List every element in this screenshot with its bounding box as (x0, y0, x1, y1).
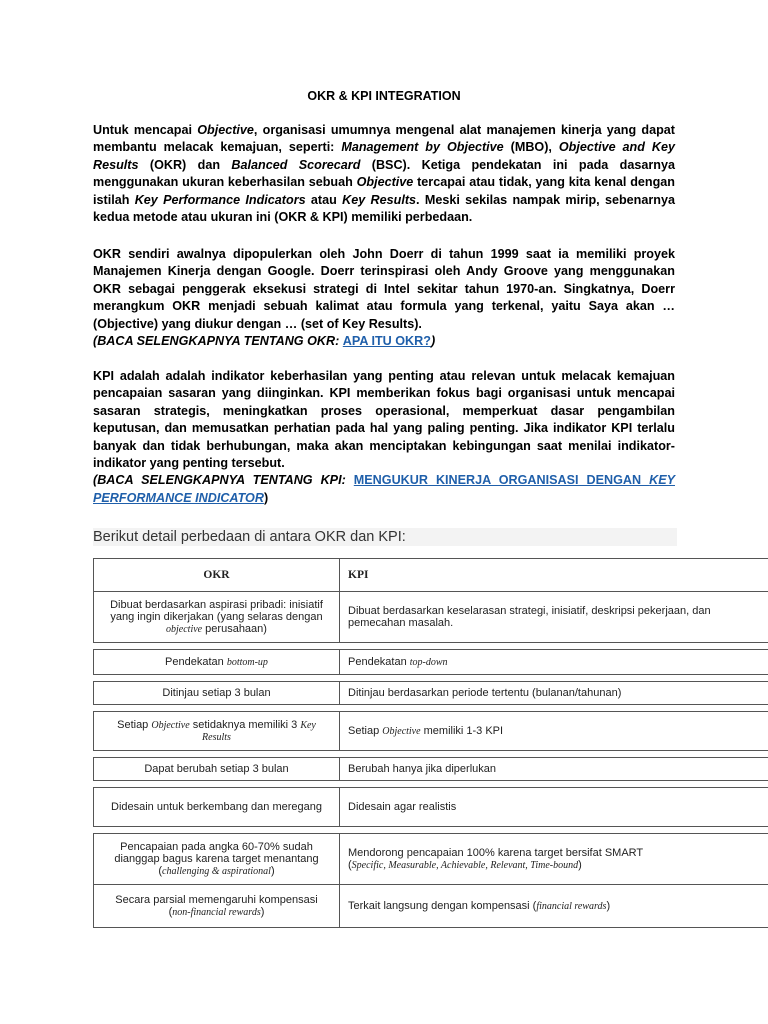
table-header-row (94, 559, 768, 592)
comparison-table (93, 558, 768, 928)
cell-kpi: Dibuat berdasarkan keselarasan strategi, inisiatif, deskripsi pekerjaan, dan pemecahan masalah. (340, 592, 768, 643)
table-row (94, 650, 768, 675)
table-row (94, 758, 768, 781)
cell-kpi: Terkait langsung dengan kompensasi (financial rewards) (340, 885, 768, 928)
table-row (94, 682, 768, 705)
table-row (94, 712, 768, 751)
page-title: OKR & KPI INTEGRATION (307, 89, 461, 103)
cell-kpi: Berubah hanya jika diperlukan (340, 758, 768, 781)
cell-okr: Pencapaian pada angka 60-70% sudah dianggap bagus karena target menantang (challenging & aspirational) (94, 834, 340, 885)
okr-read-more-link[interactable]: APA ITU OKR? (342, 334, 431, 349)
kpi-read-more-link[interactable]: MENGUKUR KINERJA ORGANISASI DENGAN KEY PERFORMANCE INDICATOR (93, 473, 675, 505)
table-row (94, 788, 768, 827)
table-row (94, 592, 768, 643)
cell-okr: Secara parsial memengaruhi kompensasi (non-financial rewards) (94, 885, 340, 928)
comparison-subheading: Berikut detail perbedaan di antara OKR dan KPI: (93, 528, 677, 546)
cell-okr: Ditinjau setiap 3 bulan (94, 682, 340, 705)
cell-kpi: Setiap Objective memiliki 1-3 KPI (340, 712, 768, 751)
cell-okr: Setiap Objective setidaknya memiliki 3 Key Results (94, 712, 340, 751)
cell-kpi: Ditinjau berdasarkan periode tertentu (bulanan/tahunan) (340, 682, 768, 705)
cell-kpi: Didesain agar realistis (340, 788, 768, 827)
cell-okr: Didesain untuk berkembang dan meregang (94, 788, 340, 827)
cell-okr: Dibuat berdasarkan aspirasi pribadi: inisiatif yang ingin dikerjakan (yang selaras dengan objective perusahaan) (94, 592, 340, 643)
paragraph-kpi: KPI adalah adalah indikator keberhasilan yang penting atau relevan untuk melacak kemajuan pencapaian sasaran yang diinginkan. KPI memberikan fokus bagi organisasi untuk mencapai sasaran strategis, meningkatkan proses operasional, memperkuat dasar pengambilan keputusan, dan memusatkan perhatian pada hal yang paling penting. Jika indikator KPI terlalu banyak dan tidak berhubungan, maka akan menciptakan kebingungan saat menilai indikator-indikator yang penting tersebut. (BACA SELENGKAPNYA TENTANG KPI: MENGUKUR KINERJA ORGANISASI DENGAN KEY PERFORMANCE INDICATOR) (93, 369, 675, 505)
table-row (94, 834, 768, 885)
header-kpi: KPI (340, 559, 768, 592)
table-row (94, 885, 768, 928)
cell-kpi: Mendorong pencapaian 100% karena target bersifat SMART (Specific, Measurable, Achievable, Relevant, Time-bound) (340, 834, 768, 885)
cell-kpi: Pendekatan top-down (340, 650, 768, 675)
paragraph-intro: Untuk mencapai Objective, organisasi umumnya mengenal alat manajemen kinerja yang dapat membantu melacak kemajuan, seperti: Management by Objective (MBO), Objective and Key Results (OKR) dan Balanced Scorecard (BSC). Ketiga pendekatan ini pada dasarnya menggunakan ukuran keberhasilan sebuah Objective tercapai atau tidak, yang kita kenal dengan istilah Key Performance Indicators atau Key Results. Meski sekilas nampak mirip, sebenarnya kedua metode atau ukuran ini (OKR & KPI) memiliki perbedaan. (93, 123, 675, 225)
cell-okr: Dapat berubah setiap 3 bulan (94, 758, 340, 781)
header-okr: OKR (94, 559, 340, 592)
cell-okr: Pendekatan bottom-up (94, 650, 340, 675)
paragraph-okr: OKR sendiri awalnya dipopulerkan oleh John Doerr di tahun 1999 saat ia memiliki proyek Manajemen Kinerja dengan Google. Doerr terinspirasi oleh Andy Groove yang menggunakan OKR sebagai penggerak eksekusi strategi di Intel sekitar tahun 1970-an. Singkatnya, Doerr merangkum OKR menjadi sebuah kalimat atau formula yang terkenal, yaitu Saya akan … (Objective) yang diukur dengan … (set of Key Results). (BACA SELENGKAPNYA TENTANG OKR: APA ITU OKR?) (93, 247, 675, 349)
